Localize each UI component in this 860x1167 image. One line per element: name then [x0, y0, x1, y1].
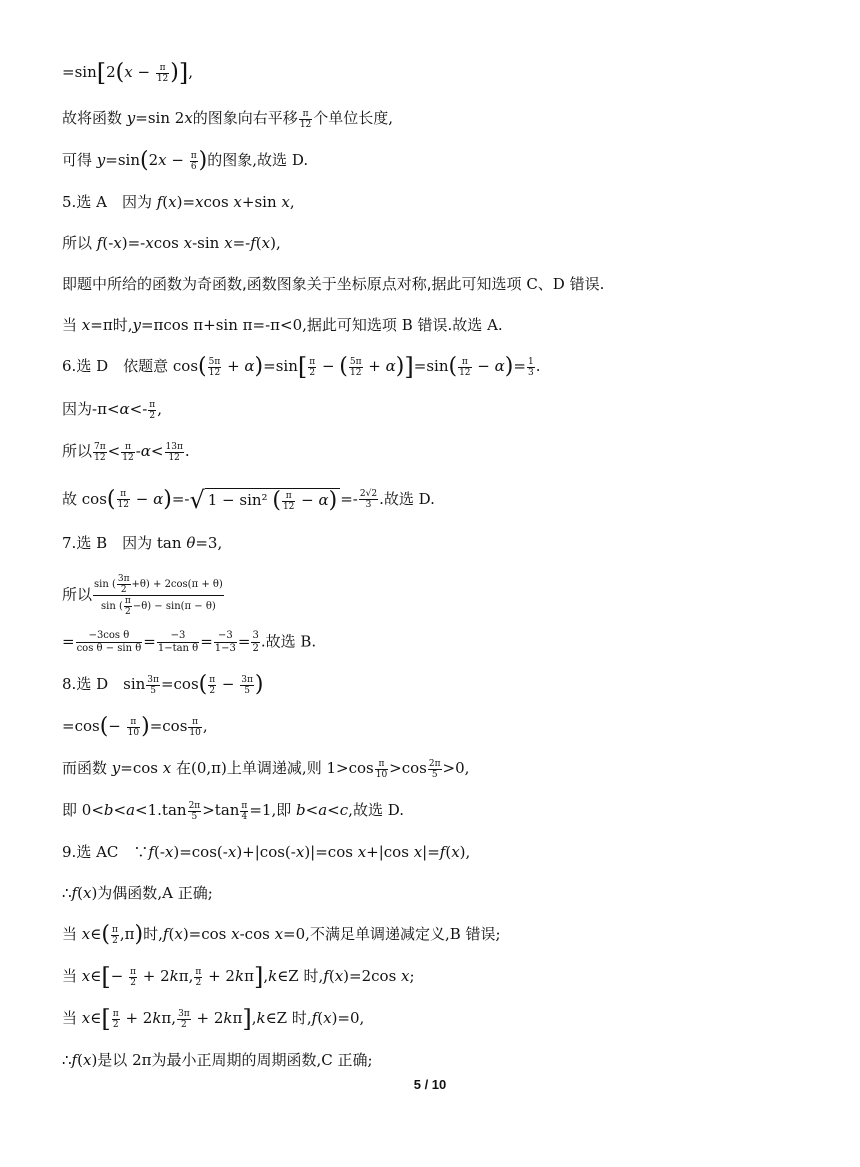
text-line: 可得 y=sin(2x − $\frac{\pi}{6}$ )的图象,故选 D.	[62, 148, 309, 173]
text-line: 所以 $\frac{7\pi}{12}$ < $\frac{\pi}{12}$ -α< $\frac{13\pi}{12}$ .	[62, 441, 190, 463]
text-line: =cos(− $\frac{\pi}{10}$ )=cos $\frac{\pi}{10}$ ,	[62, 714, 208, 739]
text-line: 所以 sin ( $\frac{3\pi}{2}$ +θ) + 2cos(π + θ) sin ( $\frac{\pi}{2}$ −θ) − sin(π − θ)	[62, 574, 223, 617]
text-line: 即题中所给的函数为奇函数,函数图象关于坐标原点对称,据此可知选项 C、D 错误.	[62, 275, 605, 293]
text-line: 7.选 B 因为 tan θ=3,	[62, 534, 223, 552]
text-line: = $\frac{\text{−3cos θ}}{\text{cos θ − sin θ}}$ = $\frac{-3}{\text{1−tan θ}}$ = $\frac{-3}{1-3}$ = $\frac{3}{2}$ .故选 B.	[62, 630, 317, 654]
text-line: 当 x∈[− $\frac{\pi}{2}$ + 2kπ, $\frac{\pi}{2}$ + 2kπ],k∈Z 时,f(x)=2cos x;	[62, 963, 415, 991]
text-line: 5.选 A 因为 f(x)=xcos x+sin x,	[62, 193, 295, 211]
text-line: 9.选 AC ∵f(-x)=cos(-x)+|cos(-x)|=cos x+|cos x|=f(x),	[62, 843, 471, 861]
text-line: 当 x=π时,y=πcos π+sin π=-π<0,据此可知选项 B 错误.故选 A.	[62, 316, 503, 334]
text-line: 故 cos( $\frac{\pi}{12}$ − α)=-√ 1 − sin² ( $\frac{\pi}{12}$ − α) =- $\frac{2√2}{3}$ .故选 D.	[62, 485, 435, 514]
text-line: 当 x∈( $\frac{\pi}{2}$ ,π)时,f(x)=cos x-cos x=0,不满足单调递减定义,B 错误;	[62, 922, 501, 947]
text-line: 即 0<b<a<1.tan $\frac{2\pi}{5}$ >tan $\frac{\pi}{4}$ =1,即 b<a<c,故选 D.	[62, 800, 404, 822]
text-line: 8.选 D sin $\frac{3\pi}{5}$ =cos( $\frac{\pi}{2}$ − $\frac{3\pi}{5}$ )	[62, 672, 264, 697]
text-line: ∴f(x)是以 2π为最小正周期的周期函数,C 正确;	[62, 1051, 373, 1069]
text-line: 所以 f(-x)=-xcos x-sin x=-f(x),	[62, 234, 281, 252]
text-line: 因为-π<α<- $\frac{\pi}{2}$ ,	[62, 399, 162, 421]
text-line: 故将函数 y=sin 2x的图象向右平移 $\frac{\pi}{12}$ 个单位长度,	[62, 108, 394, 130]
page-number: 5 / 10	[413, 1077, 447, 1092]
text-line: =sin[2(x − $\frac{\pi}{12}$ )],	[62, 59, 194, 87]
text-line: 而函数 y=cos x 在(0,π)上单调递减,则 1>cos $\frac{\pi}{10}$ >cos $\frac{2\pi}{5}$ >0,	[62, 758, 470, 780]
text-line: 当 x∈[ $\frac{\pi}{2}$ + 2kπ, $\frac{3\pi}{2}$ + 2kπ],k∈Z 时,f(x)=0,	[62, 1005, 365, 1033]
text-line: 6.选 D 依题意 cos( $\frac{5\pi}{12}$ + α)=sin[ $\frac{\pi}{2}$ − ( $\frac{5\pi}{12}$ + α)]=sin( $\frac{\pi}{12}$ − α)= $\frac{1}{3}$ .	[62, 353, 541, 381]
text-line: ∴f(x)为偶函数,A 正确;	[62, 884, 213, 902]
